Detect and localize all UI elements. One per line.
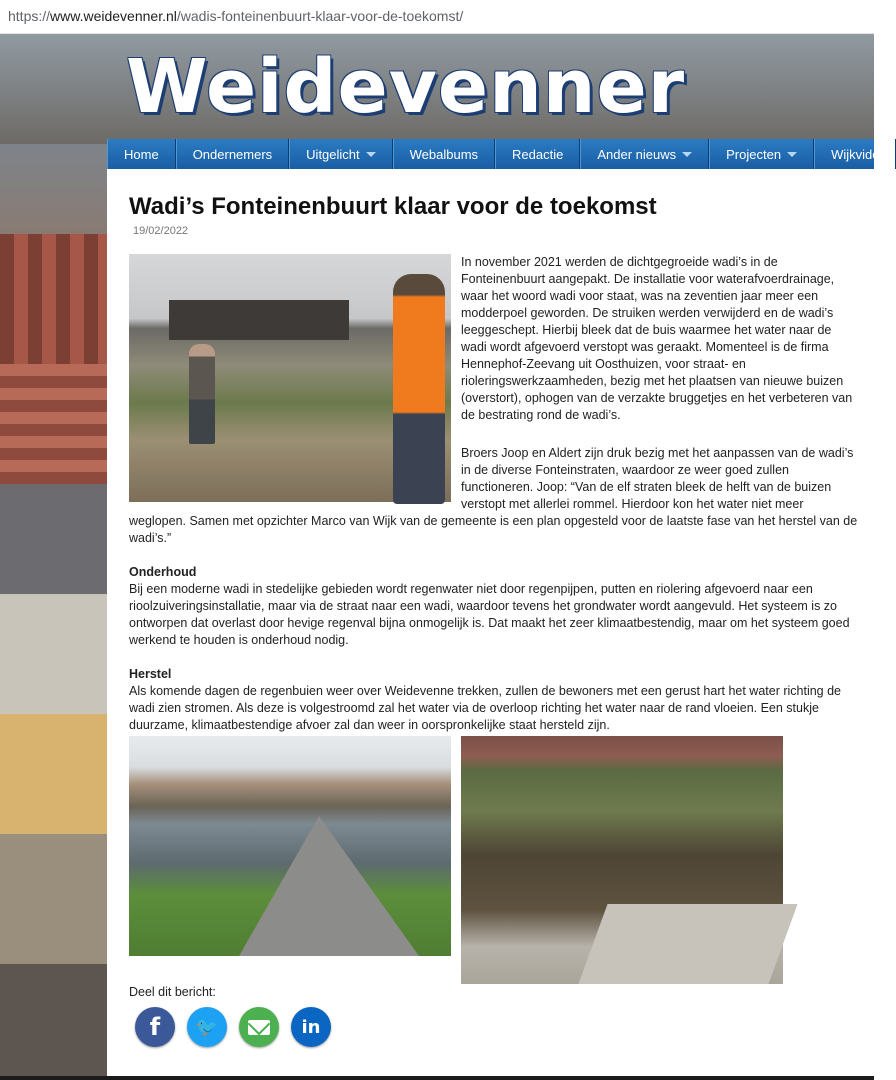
nav-label: Projecten — [726, 146, 782, 162]
twitter-share-button[interactable] — [187, 1007, 227, 1047]
section-heading-herstel: Herstel — [129, 667, 172, 681]
nav-label: Wijkvide — [831, 146, 880, 162]
chevron-down-icon — [787, 152, 797, 157]
nav-webalbums[interactable] — [393, 139, 495, 169]
chevron-down-icon — [682, 152, 692, 157]
url-path: /wadis-fonteinenbuurt-klaar-voor-de-toekomst/ — [176, 8, 464, 24]
background-building — [0, 234, 108, 364]
nav-home[interactable] — [107, 139, 176, 169]
background-building — [0, 964, 108, 1080]
url-prefix: https:// — [8, 8, 51, 24]
nav-redactie[interactable] — [495, 139, 580, 169]
photo-building — [169, 300, 349, 340]
email-icon — [248, 1020, 270, 1035]
chevron-down-icon — [366, 152, 376, 157]
background-building — [0, 834, 108, 964]
linkedin-icon: in — [301, 1016, 321, 1038]
nav-label: Ander nieuws — [597, 146, 677, 162]
nav-uitgelicht[interactable] — [289, 139, 392, 169]
article-title: Wadi’s Fonteinenbuurt klaar voor de toekomst — [129, 193, 657, 220]
article-paragraph: Bij een moderne wadi in stedelijke gebieden wordt regenwater niet door regenpijpen, putten en riolering afgevoerd naar een rioolzuiveringsinstallatie, maar via de straat naar een wadi, waardoor tevens het grondwater wordt aangevuld. Het systeem is zo ontworpen dat overlast door hevige regenval bijna onmogelijk is. Dat maakt het zeer klimaatbestendig, maar om het systeem goed werkend te houden is onderhoud nodig. — [129, 582, 850, 647]
twitter-icon: 🐦 — [195, 1016, 219, 1038]
nav-ondernemers[interactable] — [176, 139, 289, 169]
article-paragraph: Als komende dagen de regenbuien weer over Weidevenne trekken, zullen de bewoners met een gerust hart het water richting de wadi zien stromen. Als deze is volgestroomd zal het water via de overloop richting het water naar de rand vloeien. Een stukje duurzame, klimaatbestendige afvoer zal dan weer in oorspronkelijke staat hersteld zijn. — [129, 684, 842, 732]
share-buttons — [135, 1007, 331, 1047]
facebook-icon: f — [149, 1013, 161, 1041]
nav-label: Ondernemers — [192, 146, 273, 162]
article-photo-workers[interactable] — [129, 254, 451, 502]
bottom-bar — [0, 1076, 874, 1080]
article-photo-wadi[interactable] — [461, 736, 783, 984]
nav-projecten[interactable] — [709, 139, 814, 169]
url-domain: www.weidevenner.nl — [50, 8, 177, 24]
address-bar[interactable] — [0, 0, 874, 34]
nav-label: Webalbums — [409, 146, 479, 162]
background-building — [0, 714, 108, 834]
main-navigation — [107, 139, 880, 169]
article-date: 19/02/2022 — [133, 225, 189, 237]
nav-label: Redactie — [512, 146, 564, 162]
nav-ander-nieuws[interactable] — [580, 139, 709, 169]
background-building — [0, 364, 108, 484]
share-label: Deel dit bericht: — [129, 985, 216, 999]
article-content — [107, 169, 874, 1080]
section-heading-onderhoud: Onderhoud — [129, 565, 197, 579]
nav-label: Uitgelicht — [306, 146, 360, 162]
email-share-button[interactable] — [239, 1007, 279, 1047]
article-paragraph: weglopen. Samen met opzichter Marco van Wijk van de gemeente is een plan opgesteld voor de laatste fase van het herstel van de wadi’s.” — [129, 514, 858, 545]
facebook-share-button[interactable] — [135, 1007, 175, 1047]
background-building — [0, 484, 108, 594]
site-logo[interactable]: Weidevenner — [126, 44, 686, 130]
article-photo-path[interactable] — [129, 736, 451, 956]
background-building — [0, 594, 108, 714]
photo-worker — [189, 344, 215, 444]
nav-label: Home — [124, 146, 159, 162]
photo-worker — [393, 274, 445, 504]
photo-slab — [578, 904, 797, 984]
article-paragraph: Broers Joop en Aldert zijn druk bezig met het aanpassen van de wadi’s in de diverse Fonteinstraten, waardoor ze weer goed zullen functioneren. Joop: “Van de elf straten bleek de helft van de buizen verstopt met allerlei rommel. Hierdoor kon het water niet meer — [461, 446, 854, 511]
article-paragraph: In november 2021 werden de dichtgegroeide wadi’s in de Fonteinenbuurt aangepakt. De installatie voor waterafvoerdrainage, waar het woord wadi voor staat, was na zeventien jaar meer een modderpoel geworden. De struiken werden verwijderd en de wadi’s leeggeschept. Hierbij bleek dat de buis waarmee het water naar de wadi wordt afgevoerd verstopt was geraakt. Momenteel is de firma Hennephof-Zeevang uit Oosthuizen, voor straat- en rioleringswerkzaamheden, bezig met het plaatsen van nieuwe buizen (overstort), ophogen van de verzakte bruggetjes en het verbeteren van de bestrating rond de wadi’s. — [461, 255, 853, 422]
photo-footpath — [239, 816, 419, 956]
linkedin-share-button[interactable] — [291, 1007, 331, 1047]
nav-wijkvideo[interactable] — [814, 139, 896, 169]
